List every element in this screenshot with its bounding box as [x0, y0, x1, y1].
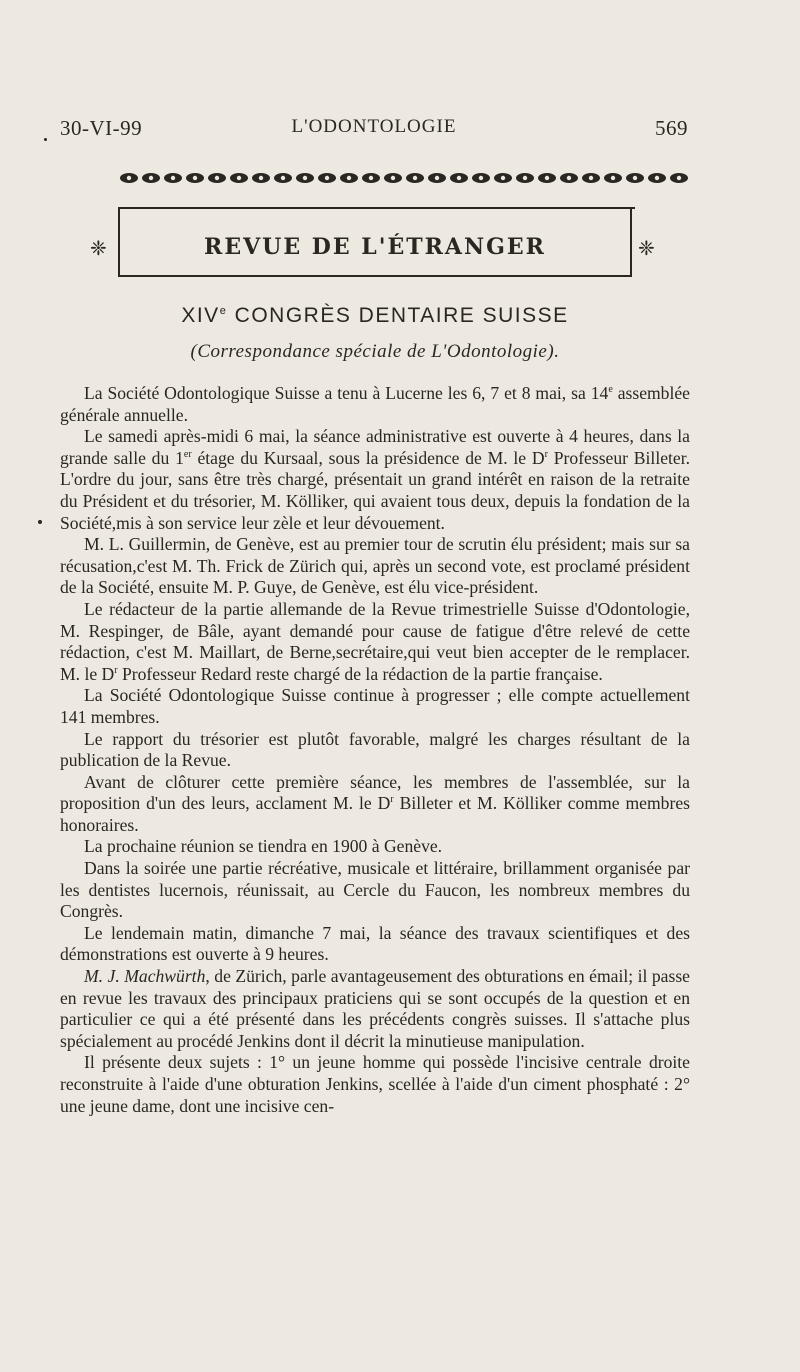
superscript: e — [608, 384, 613, 396]
margin-mark — [38, 520, 42, 524]
paragraph-text: M. L. Guillermin, de Genève, est au premier tour de scrutin élu président; mais sur sa récusation,c'est M. Th. Frick de Zürich qui, après un second vote, est proclamé président de la Société, ensuite M. P. Guye, de Genève, est élu vice-président. — [60, 534, 690, 598]
paragraph-text: Billeter et M. Kölliker comme membres honoraires. — [60, 793, 690, 835]
decorative-border-ornament — [118, 172, 690, 184]
paragraph-text: La prochaine réunion se tiendra en 1900 à Genève. — [84, 836, 443, 857]
paragraph-text: Le rédacteur de la partie allemande de la Revue trimestrielle Suisse d'Odontologie, M. Respinger, de Bâle, ayant demandé pour cause de fatigue d'être relevé de cette rédaction, c'est M. Maillart, de Berne,secrétaire,qui veut bien accepter de le remplacer. M. le D — [60, 598, 690, 684]
article-body — [60, 383, 690, 1117]
paragraph-text: Le rapport du trésorier est plutôt favorable, malgré les charges résultant de la publication de la Revue. — [60, 728, 690, 771]
paragraph — [60, 966, 690, 1052]
margin-speck — [44, 138, 47, 141]
paragraph — [60, 923, 690, 966]
paragraph — [60, 685, 690, 728]
paragraph — [60, 426, 690, 534]
article-title-sup: e — [219, 305, 228, 317]
paragraph — [60, 599, 690, 685]
paragraph-text: Le lendemain matin, dimanche 7 mai, la séance des travaux scientifiques et des démonstrations est ouverte à 9 heures. — [60, 922, 690, 965]
article-title-main: XIV — [181, 304, 220, 327]
paragraph — [60, 729, 690, 772]
header-journal-title: L'ODONTOLOGIE — [291, 116, 457, 137]
paragraph-text: assemblée générale annuelle. — [60, 383, 690, 425]
running-header — [60, 116, 688, 144]
paragraph-text: Professeur Redard reste chargé de la rédaction de la partie française. — [117, 663, 603, 684]
superscript: er — [183, 448, 192, 460]
paragraph-text: Il présente deux sujets : 1° un jeune homme qui possède l'incisive centrale droite reconstruite à l'aide d'une obturation Jenkins, scellée à l'aide d'un ciment phosphaté : 2° une jeune dame, dont une incisive cen- — [60, 1052, 690, 1116]
fleuron-right-icon: ❈ — [638, 238, 655, 260]
paragraph — [60, 1052, 690, 1117]
paragraph-text: Dans la soirée une partie récréative, musicale et littéraire, brillamment organisée par les dentistes lucernois, réunissait, au Cercle du Faucon, les nombreux membres du Congrès. — [60, 858, 690, 922]
header-date: 30-VI-99 — [60, 116, 143, 140]
article-title — [60, 304, 690, 328]
superscript: r — [544, 448, 548, 460]
paragraph — [60, 772, 690, 837]
superscript: r — [114, 664, 118, 676]
paragraph-text: La Société Odontologique Suisse continue à progresser ; elle compte actuellement 141 membres. — [60, 685, 690, 727]
article-subtitle: (Correspondance spéciale de L'Odontologie). — [190, 341, 560, 362]
italic-name: M. J. Machwürth — [84, 966, 206, 987]
paragraph-text: La Société Odontologique Suisse a tenu à Lucerne les 6, 7 et 8 mai, sa 14 — [84, 383, 609, 403]
page-number: 569 — [655, 116, 688, 140]
paragraph — [60, 383, 690, 426]
paragraph — [60, 836, 690, 858]
superscript: r — [390, 794, 394, 806]
paragraph — [60, 858, 690, 923]
paragraph-text: , de Zürich, parle avantageusement des obturations en émail; il passe en revue les travaux des principaux praticiens qui se sont occupés de la question et en particulier ce qui a été présenté dans les précédents congrès suisses. Il s'attache plus spécialement au procédé Jenkins dont il décrit la minutieuse manipulation. — [60, 966, 690, 1051]
paragraph-text: étage du Kursaal, sous la présidence de M. le D — [191, 447, 545, 468]
section-title: REVUE DE L'ÉTRANGER — [204, 234, 546, 260]
fleuron-left-icon: ❈ — [90, 238, 107, 260]
paragraph-text: Professeur Billeter. L'ordre du jour, sans être très chargé, présentait un grand intérêt en raison de la retraite du Président et du trésorier, M. Kölliker, qui avaient tous deux, depuis la fondation de la Société,mis à son service leur zèle et leur dévouement. — [60, 447, 691, 533]
paragraph-text: Le samedi après-midi 6 mai, la séance administrative est ouverte à 4 heures, dans la grande salle du 1 — [60, 426, 690, 468]
paragraph — [60, 534, 690, 599]
paragraph-text: Avant de clôturer cette première séance, les membres de l'assemblée, sur la proposition d'un des leurs, acclament M. le D — [60, 771, 690, 814]
article-title-rest: CONGRÈS DENTAIRE SUISSE — [227, 304, 569, 327]
